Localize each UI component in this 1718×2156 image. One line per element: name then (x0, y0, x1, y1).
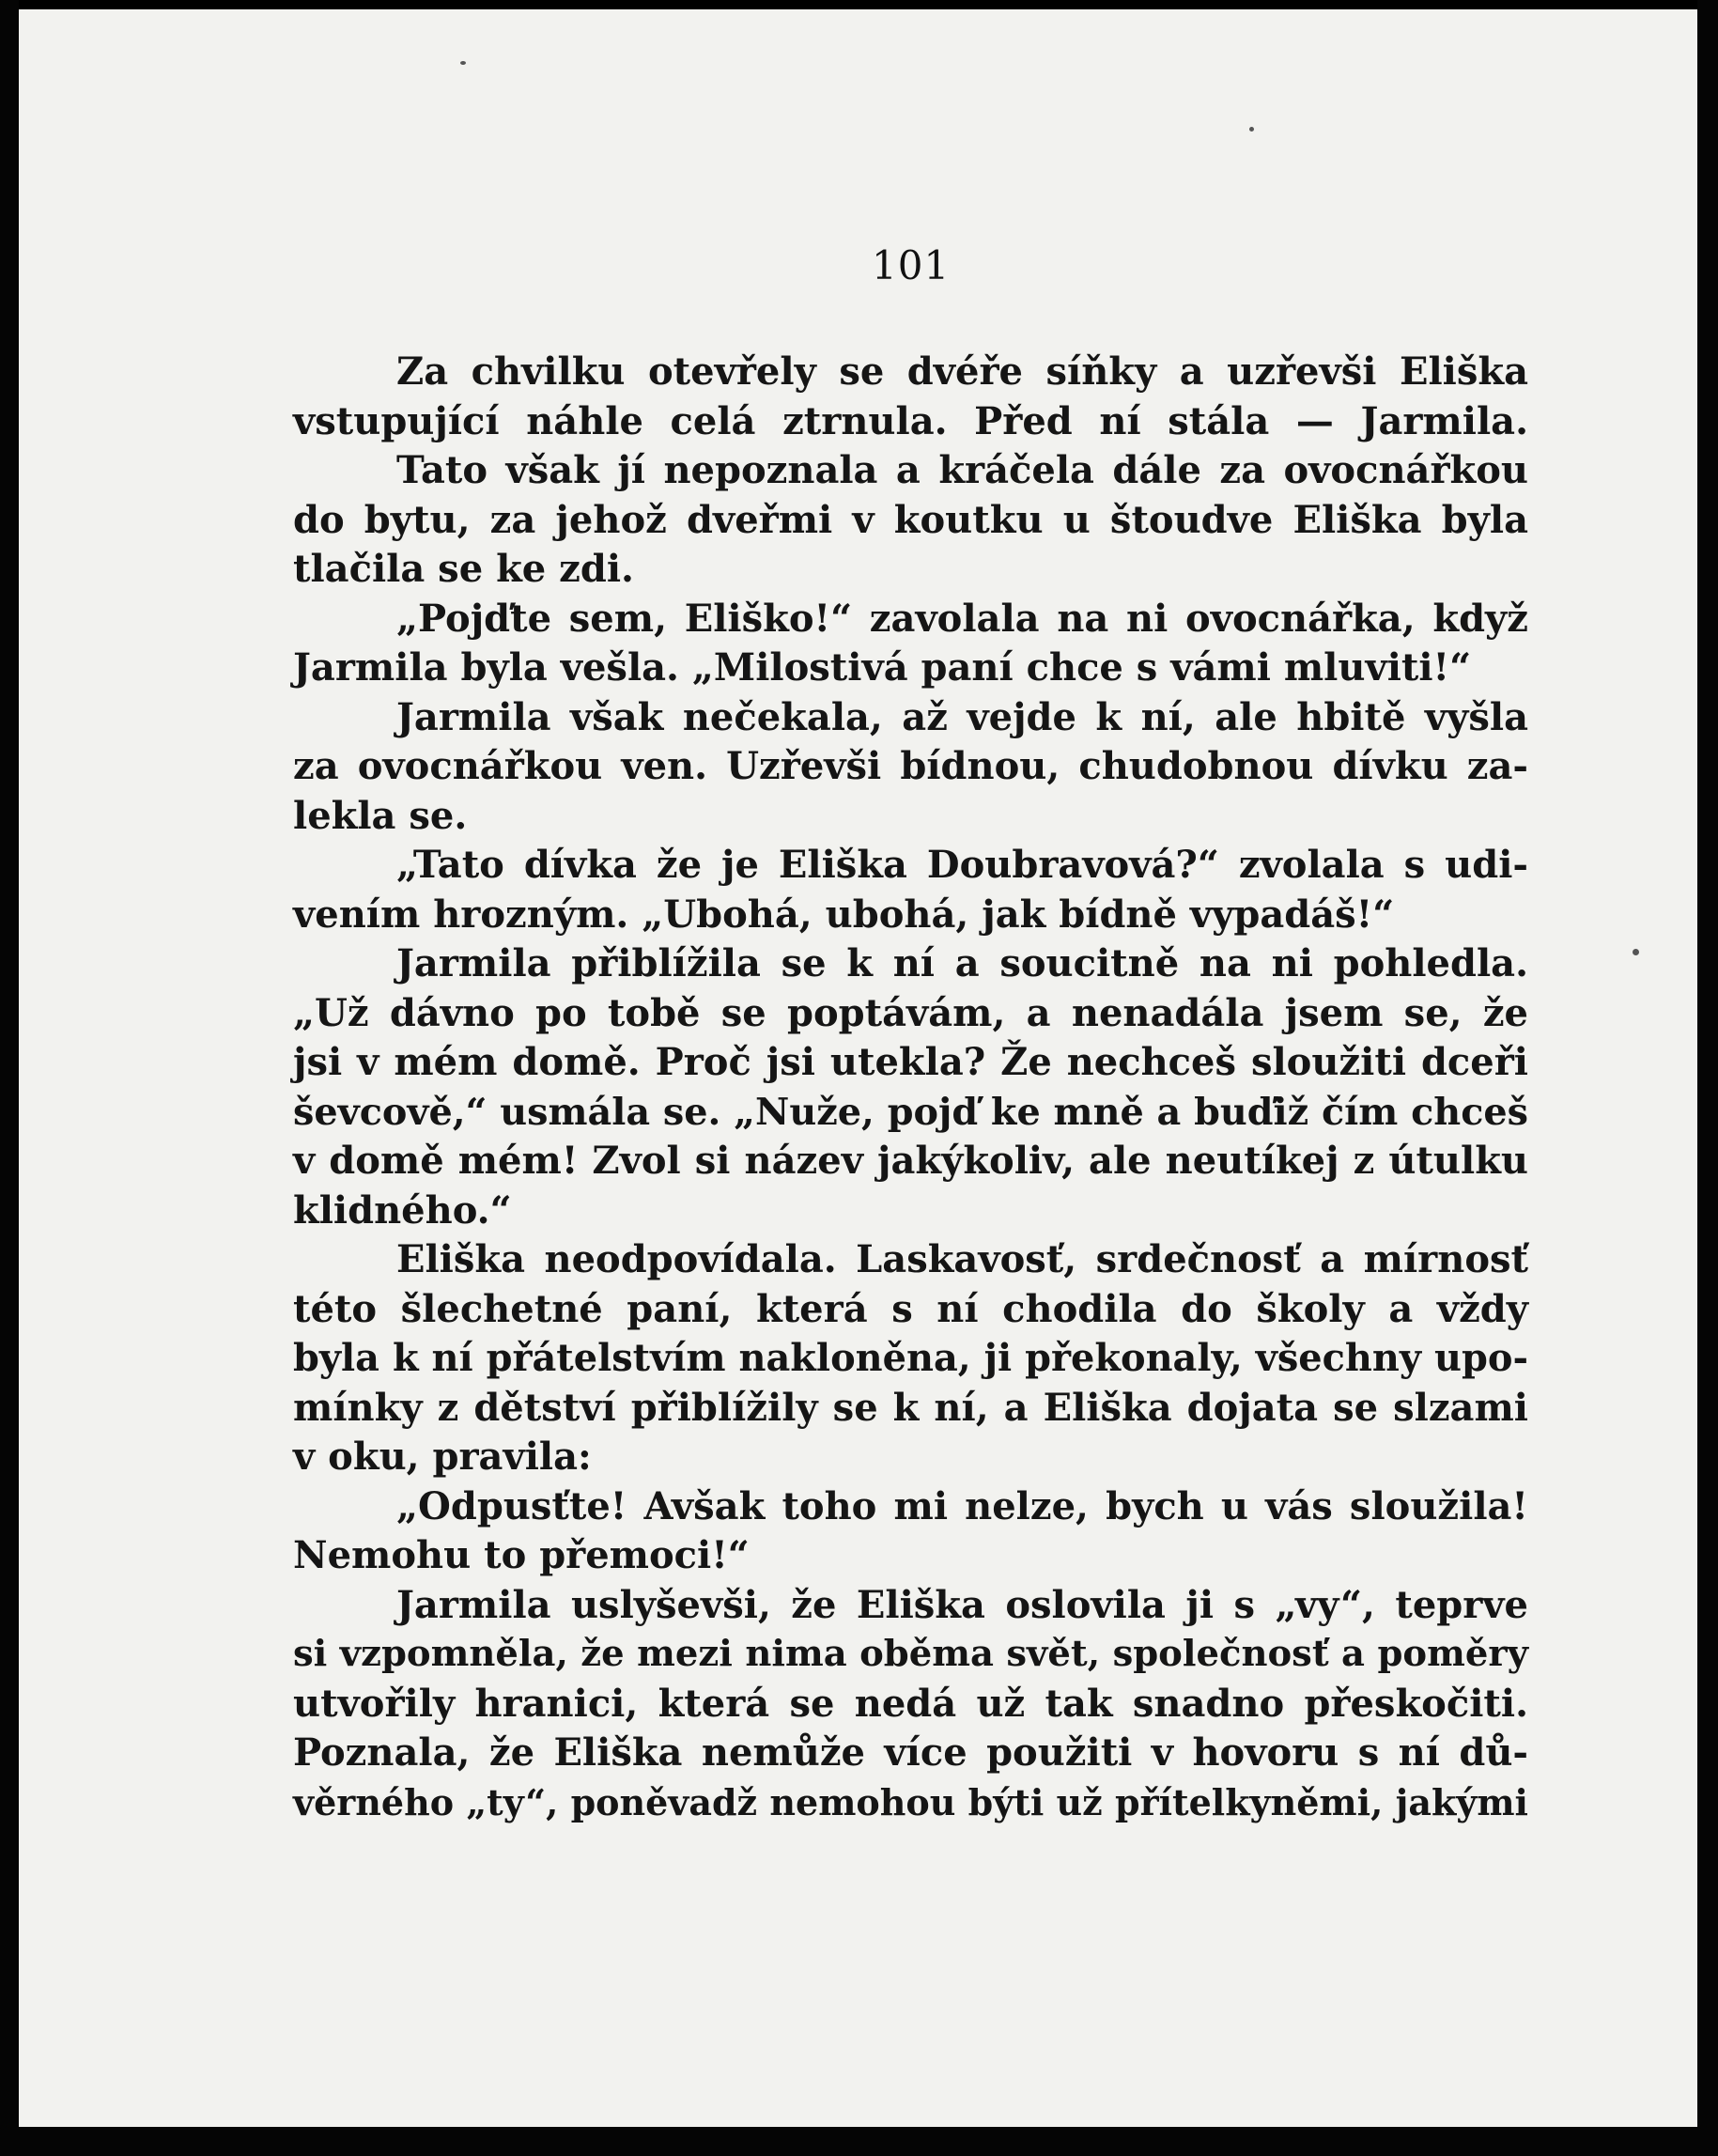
text-line: do bytu, za jehož dveřmi v koutku u štoudve Eliška byla (293, 497, 1528, 542)
scan-border-bottom (0, 2127, 1718, 2156)
text-line: Nemohu to přemoci!“ (293, 1533, 750, 1577)
text-line: „Pojďte sem, Eliško!“ zavolala na ni ovocnářka, když (396, 596, 1528, 641)
text-line: Jarmila přiblížila se k ní a soucitně na ni pohledla. (396, 941, 1528, 985)
text-line: v domě mém! Zvol si název jakýkoliv, ale neutíkej z útulku (293, 1139, 1528, 1183)
text-line: Poznala, že Eliška nemůže více použiti v hovoru s ní dů- (293, 1730, 1528, 1775)
scan-border-left (0, 0, 19, 2156)
text-line: Jarmila byla vešla. „Milostivá paní chce s vámi mluviti!“ (293, 645, 1472, 690)
print-speck (1633, 949, 1639, 955)
text-line: byla k ní přátelstvím nakloněna, ji překonaly, všechny upo- (293, 1337, 1528, 1380)
text-line: Eliška neodpovídala. Laskavosť, srdečnosť a mírnosť (396, 1237, 1528, 1281)
scan-border-right (1697, 0, 1718, 2156)
text-line: ševcově,“ usmála se. „Nuže, pojď ke mně a buďiž čím chceš (293, 1090, 1529, 1134)
body-text (293, 348, 1528, 1827)
text-line: „Tato dívka že je Eliška Doubravová?“ zvolala s udi- (396, 843, 1528, 887)
print-speck (460, 61, 466, 65)
text-line: Jarmila však nečekala, až vejde k ní, ale hbitě vyšla (396, 694, 1528, 739)
text-line: vením hrozným. „Ubohá, ubohá, jak bídně vypadáš!“ (293, 892, 1395, 937)
text-line: Za chvilku otevřely se dvéře síňky a uzřevši Eliška (396, 349, 1528, 394)
text-line: „Už dávno po tobě se poptávám, a nenadála jsem se, že (293, 990, 1528, 1035)
text-line: mínky z dětství přiblížily se k ní, a Eliška dojata se slzami (293, 1385, 1528, 1430)
text-line: věrného „ty“, poněvadž nemohou býti už přítelkyněmi, jakými (293, 1780, 1528, 1823)
text-line: této šlechetné paní, která s ní chodila do školy a vždy (293, 1286, 1528, 1331)
text-line: Jarmila uslyševši, že Eliška oslovila ji s „vy“, teprve (396, 1582, 1528, 1627)
page-number: 101 (872, 242, 951, 288)
text-line: utvořily hranici, která se nedá už tak snadno přeskočiti. (293, 1681, 1528, 1726)
text-line: v oku, pravila: (293, 1435, 592, 1479)
text-line: klidného.“ (293, 1187, 512, 1233)
book-page (9, 9, 1697, 2136)
text-line: lekla se. (293, 793, 468, 838)
text-line: si vzpomněla, že mezi nima oběma svět, společnosť a poměry (293, 1633, 1528, 1675)
text-line: jsi v mém domě. Proč jsi utekla? Že nechceš sloužiti dceři (293, 1040, 1528, 1084)
text-line: vstupující náhle celá ztrnula. Před ní stála — Jarmila. (293, 398, 1528, 443)
text-line: „Odpusťte! Avšak toho mi nelze, bych u vás sloužila! (396, 1483, 1528, 1528)
text-line: tlačila se ke zdi. (293, 547, 634, 591)
print-speck (1249, 127, 1254, 132)
text-line: za ovocnářkou ven. Uzřevši bídnou, chudobnou dívku za- (293, 744, 1528, 788)
text-line: Tato však jí nepoznala a kráčela dále za ovocnářkou (396, 448, 1528, 492)
